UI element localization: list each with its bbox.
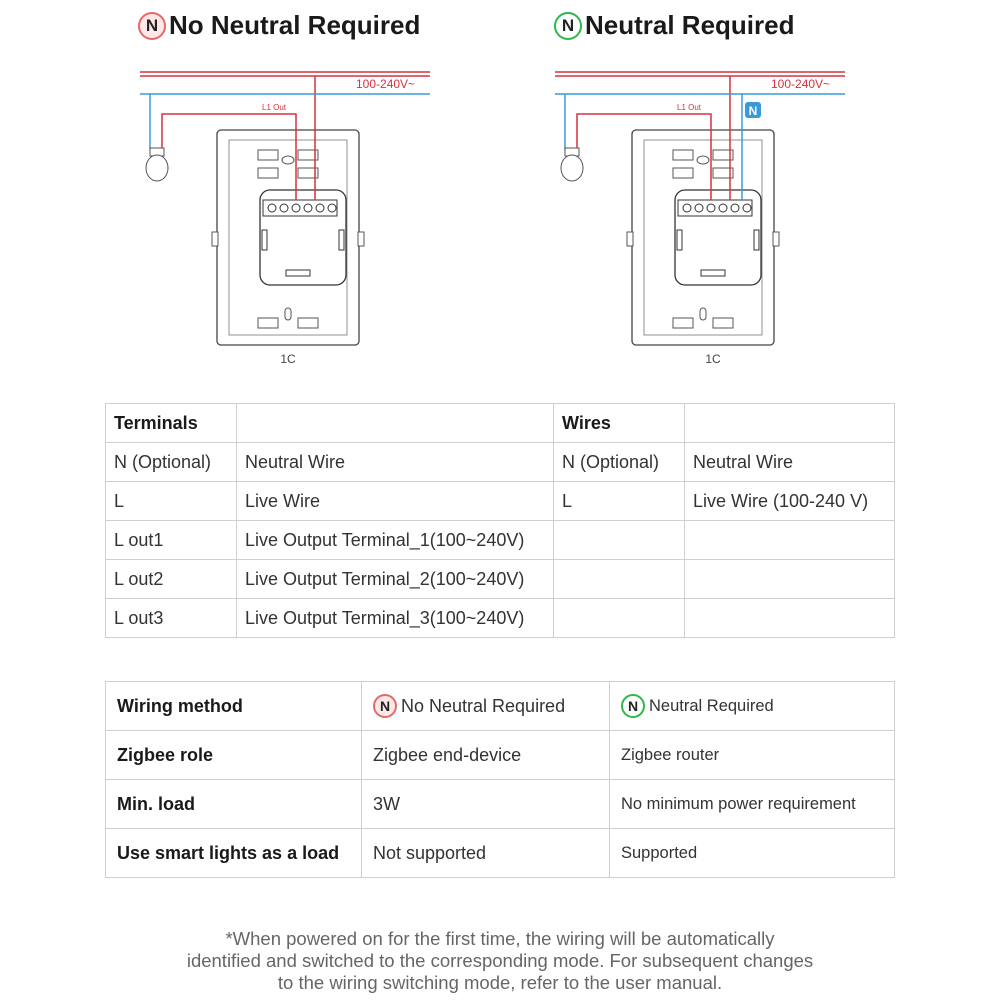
heading-neutral-text: Neutral Required [585, 10, 795, 40]
heading-neutral [554, 10, 795, 41]
table-cell: Live Output Terminal_3(100~240V) [237, 599, 554, 638]
table-cell [554, 560, 685, 599]
header-cell [685, 404, 895, 443]
table-cell [554, 599, 685, 638]
table-cell: Zigbee end-device [362, 731, 610, 780]
no-neutral-badge-icon: N [138, 12, 166, 40]
table-cell: Neutral Wire [237, 443, 554, 482]
neutral-tag-text: N [748, 104, 758, 118]
table-cell: N (Optional) [106, 443, 237, 482]
footnote-line: to the wiring switching mode, refer to the user manual. [277, 972, 723, 993]
table-row [106, 780, 895, 829]
row-label: Use smart lights as a load [106, 829, 362, 878]
table-row [106, 443, 895, 482]
l1-out-label: L1 Out [677, 103, 702, 112]
table-cell: L [554, 482, 685, 521]
voltage-label: 100-240V~ [356, 77, 416, 91]
light-bulb-icon [561, 148, 583, 181]
table-header-row [106, 404, 895, 443]
neutral-badge-icon: N [621, 694, 645, 718]
wiring-diagram-no-neutral [120, 50, 450, 380]
table-header-row [106, 682, 895, 731]
no-neutral-column-header [362, 682, 610, 731]
table-cell: No minimum power requirement [610, 780, 895, 829]
row-label: Min. load [106, 780, 362, 829]
table-row [106, 731, 895, 780]
table-cell: Not supported [362, 829, 610, 878]
neutral-badge-icon: N [554, 12, 582, 40]
switch-module [675, 190, 761, 285]
row-label: Zigbee role [106, 731, 362, 780]
model-label: 1C [280, 352, 296, 366]
terminals-table [105, 403, 895, 638]
heading-no-neutral [138, 10, 420, 41]
table-row [106, 829, 895, 878]
table-row [106, 521, 895, 560]
table-cell: Live Output Terminal_1(100~240V) [237, 521, 554, 560]
heading-no-neutral-text: No Neutral Required [169, 10, 421, 40]
light-bulb-icon [146, 148, 168, 181]
wiring-method-table [105, 681, 895, 878]
table-cell: L [106, 482, 237, 521]
table-cell: Neutral Wire [685, 443, 895, 482]
table-row [106, 599, 895, 638]
table-cell: L out1 [106, 521, 237, 560]
table-cell: L out2 [106, 560, 237, 599]
footnote-line: *When powered on for the first time, the wiring will be automatically [225, 928, 775, 949]
table-row [106, 560, 895, 599]
table-row [106, 482, 895, 521]
table-cell: Live Output Terminal_2(100~240V) [237, 560, 554, 599]
table-cell: N (Optional) [554, 443, 685, 482]
table-cell: Supported [610, 829, 895, 878]
table-cell [685, 560, 895, 599]
table-cell [685, 599, 895, 638]
header-cell: Wires [554, 404, 685, 443]
header-cell: Terminals [106, 404, 237, 443]
neutral-tag-icon [745, 102, 761, 118]
neutral-column-text: Neutral Required [649, 696, 774, 715]
no-neutral-badge-icon: N [373, 694, 397, 718]
table-cell: 3W [362, 780, 610, 829]
table-cell: L out3 [106, 599, 237, 638]
footnote-line: identified and switched to the corresponding mode. For subsequent changes [186, 950, 814, 971]
table-cell [554, 521, 685, 560]
footnote [100, 928, 900, 994]
switch-module [260, 190, 346, 285]
l1-out-label: L1 Out [262, 103, 287, 112]
table-cell: Live Wire (100-240 V) [685, 482, 895, 521]
model-label: 1C [705, 352, 721, 366]
table-cell: Live Wire [237, 482, 554, 521]
neutral-column-header [610, 682, 895, 731]
wiring-method-label: Wiring method [106, 682, 362, 731]
voltage-label: 100-240V~ [771, 77, 831, 91]
header-cell [237, 404, 554, 443]
table-cell [685, 521, 895, 560]
wiring-diagram-neutral [535, 50, 865, 380]
table-cell: Zigbee router [610, 731, 895, 780]
no-neutral-column-text: No Neutral Required [401, 695, 566, 716]
